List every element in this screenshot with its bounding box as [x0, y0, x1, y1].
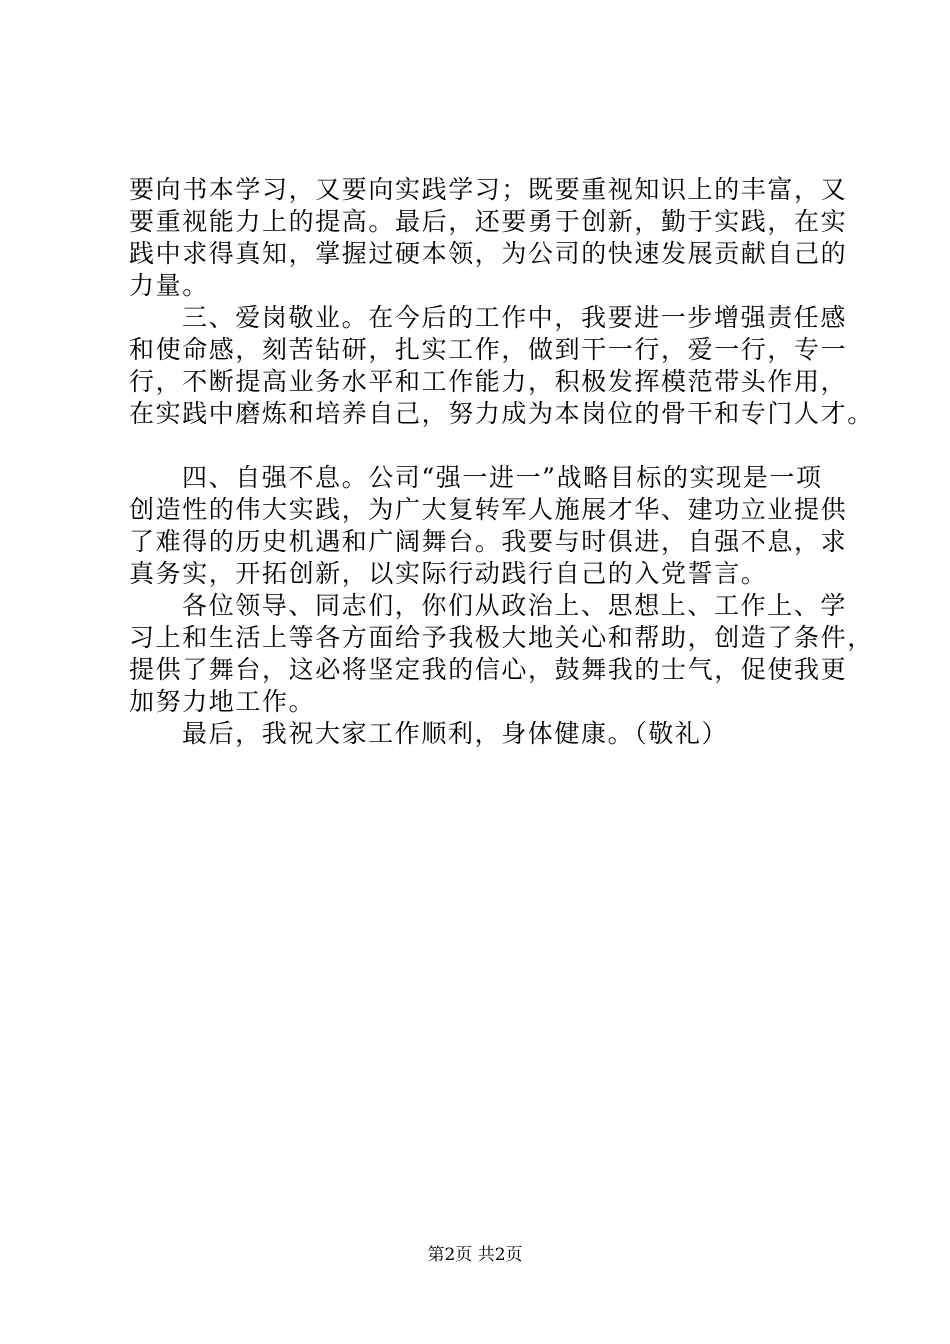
- text-line: 要向书本学习，又要向实践学习；既要重视知识上的丰富，又: [129, 175, 848, 204]
- text-line: 创造性的伟大实践，为广大复转军人施展才华、建功立业提供: [129, 495, 848, 524]
- text-line: 践中求得真知，掌握过硬本领，为公司的快速发展贡献自己的: [129, 239, 848, 268]
- text-line: 各位领导、同志们，你们从政治上、思想上、工作上、学: [182, 591, 848, 620]
- text-line: 要重视能力上的提高。最后，还要勇于创新，勤于实践，在实: [129, 207, 848, 236]
- page-number-footer: 第2页 共2页: [427, 1245, 523, 1265]
- paragraph-section-three: [129, 302, 874, 430]
- text-line: 三、爱岗敬业。在今后的工作中，我要进一步增强责任感: [182, 303, 848, 332]
- text-line: 提供了舞台，这必将坚定我的信心，鼓舞我的士气，促使我更: [129, 655, 848, 684]
- text-line: 在实践中磨炼和培养自己，努力成为本岗位的骨干和专门人才。: [129, 399, 874, 428]
- text-line: 了难得的历史机遇和广阔舞台。我要与时俱进，自强不息，求: [129, 527, 848, 556]
- text-line: 习上和生活上等各方面给予我极大地关心和帮助，创造了条件，: [129, 623, 874, 652]
- document-body: [129, 174, 874, 750]
- paragraph-continuation: [129, 174, 848, 302]
- text-line: 真务实，开拓创新，以实际行动践行自己的入党誓言。: [129, 559, 768, 588]
- blank-line: [129, 430, 841, 462]
- paragraph-closing: [129, 718, 841, 750]
- text-line: 行，不断提高业务水平和工作能力，积极发挥模范带头作用，: [129, 367, 848, 396]
- paragraph-address: [129, 590, 874, 718]
- paragraph-section-four: [129, 462, 848, 590]
- text-line: 和使命感，刻苦钻研，扎实工作，做到干一行，爱一行，专一: [129, 335, 848, 364]
- text-line: 加努力地工作。: [129, 687, 316, 716]
- text-line: 最后，我祝大家工作顺利，身体健康。（敬礼）: [182, 719, 729, 748]
- text-line: 力量。: [129, 271, 209, 300]
- text-line: 四、自强不息。公司“强一进一”战略目标的实现是一项: [182, 463, 823, 492]
